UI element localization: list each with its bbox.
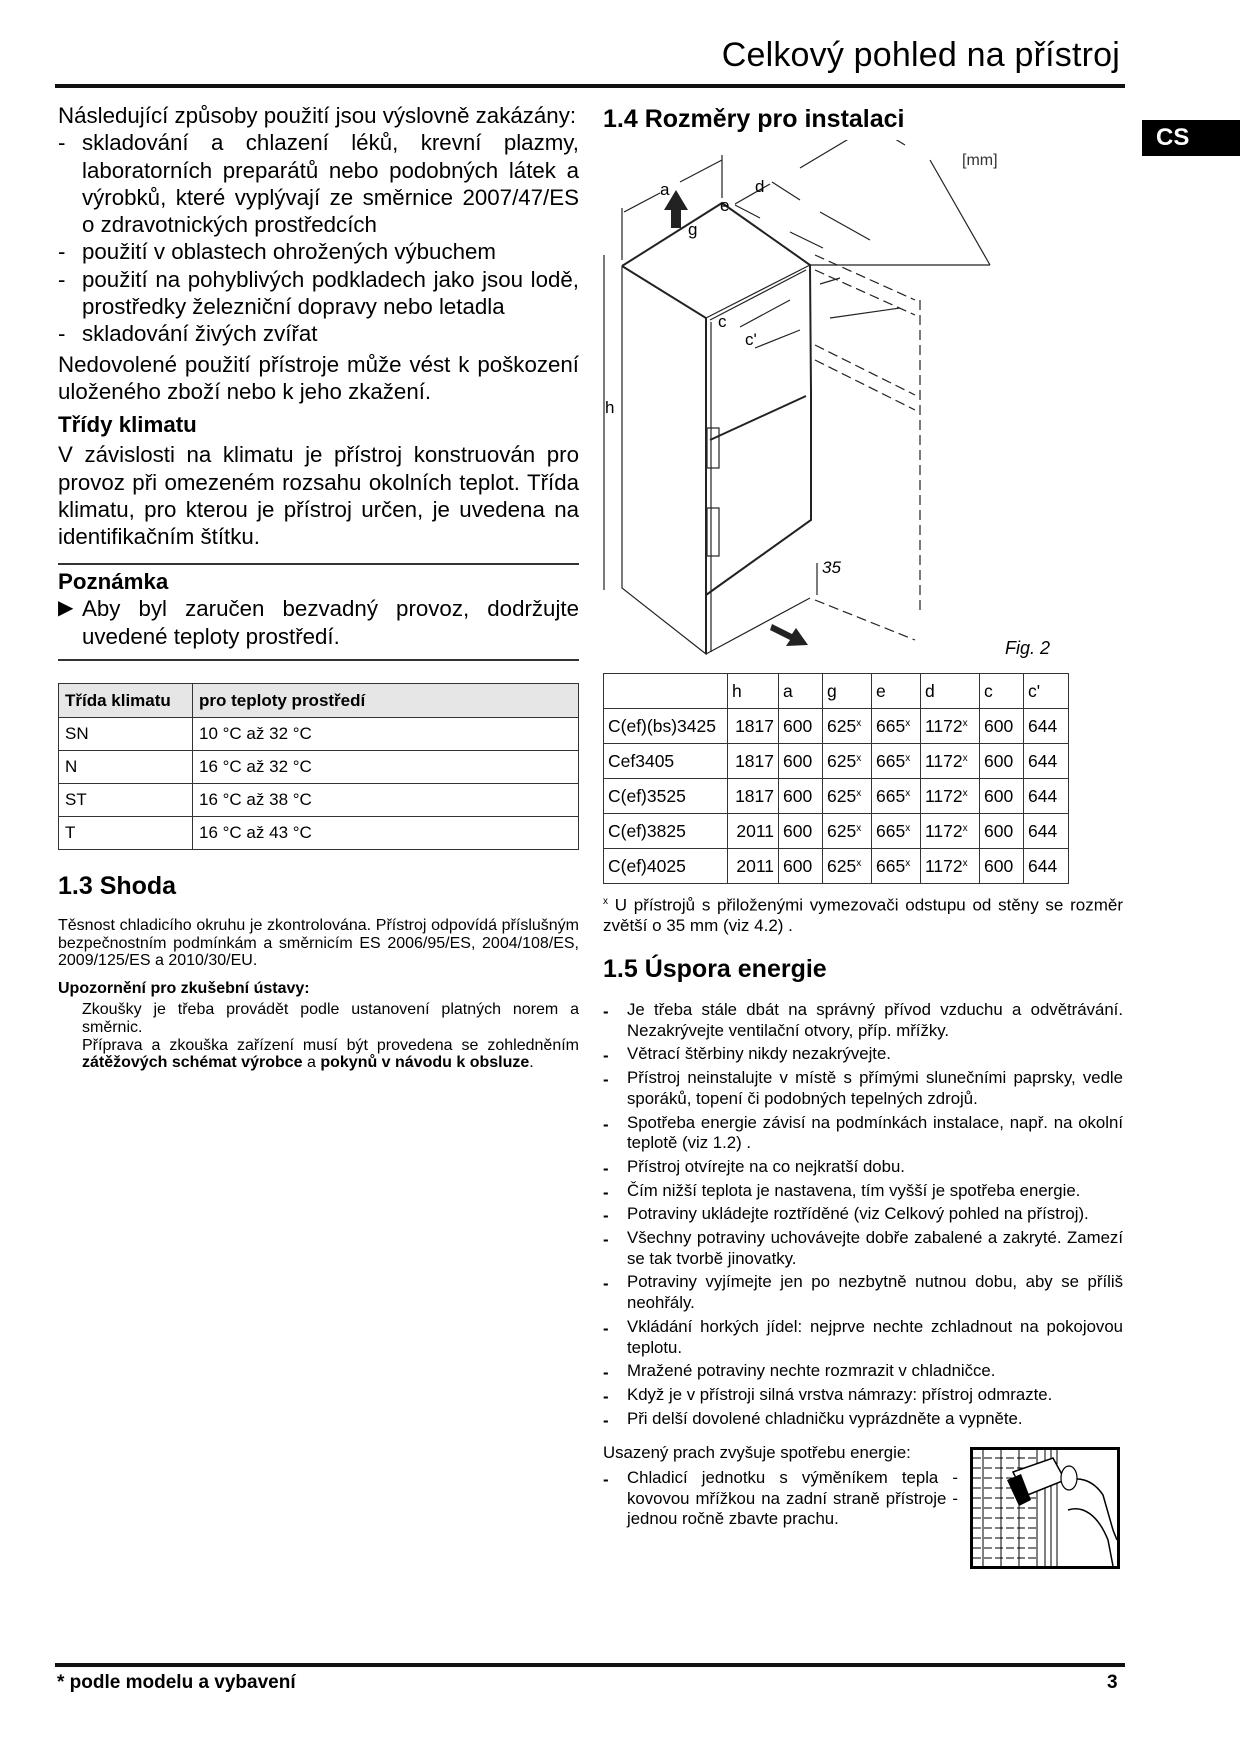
dim-label-d: d [755,177,765,196]
energy-tips-list [603,1000,1123,1429]
dim-label-c: c [718,312,727,331]
dim-label-h: h [605,398,615,417]
table-row: Cef3405 1817 600 625$^x$ 665$^x$ 1172$^x$ 600 644 [604,744,1069,779]
dimensions-footnote: $^x$ U přístrojů s přiloženými vymezovači odstupu od stěny se rozměr zvětší o 35 mm (viz 4.2) . [603,895,1123,935]
list-item: - Čím nižší teplota je nastavena, tím vyšší je spotřeba energie. [603,1180,1081,1202]
testing-paragraph: Příprava a zkouška zařízení musí být provedena se zohledněním zátěžových schémat výrobce a pokynů v návodu k obsluze. [82,1036,579,1072]
energy-tips [603,1000,1123,1432]
footer-note: * podle modelu a vybavení [57,1672,296,1693]
list-item: - použití v oblastech ohrožených výbuchem [58,239,496,265]
dim-label-gap: 35 [822,558,841,577]
climate-class-table [58,683,579,850]
dust-tips [603,1468,958,1533]
footer-divider [55,1663,1125,1667]
list-item: - použití na pohyblivých podkladech jako jsou lodě, prostředky železniční dopravy nebo letadla [58,266,579,320]
list-item: - Chladicí jednotku s výměníkem tepla - kovovou mřížkou na zadní straně přístroje - jednou ročně zbavte prachu. [603,1468,958,1529]
list-item: - Potraviny vyjímejte jen po nezbytně nutnou dobu, aby se příliš neohřály. [603,1272,1123,1313]
column-header: e [872,674,921,709]
climate-heading: Třídy klimatu [58,412,197,438]
page-title: Celkový pohled na přístroj [721,36,1120,74]
table-row: ST 16 °C až 38 °C [59,784,579,817]
column-header: pro teploty prostředí [193,684,579,718]
table-row: C(ef)4025 2011 600 625$^x$ 665$^x$ 1172$^x$ 600 644 [604,849,1069,884]
installation-dimensions-figure [600,140,1120,660]
list-item: - Spotřeba energie závisí na podmínkách instalace, např. na okolní teplotě (viz 1.2) . [603,1112,1123,1153]
testing-paragraph: Zkoušky je třeba provádět podle ustanovení platných norem a směrnic. [82,1001,579,1037]
brush-cleaning-icon [973,1450,1117,1566]
column-header: Třída klimatu [59,684,193,718]
table-row: SN 10 °C až 32 °C [59,718,579,751]
note-heading: Poznámka [58,569,169,595]
dim-label-c-prime: c' [745,330,757,349]
list-item: - Vkládání horkých jídel: nejprve nechte zchladnout na pokojovou teplotu. [603,1316,1123,1357]
list-item: - Větrací štěrbiny nikdy nezakrývejte. [603,1044,891,1066]
list-item: - Když je v přístroji silná vrstva námrazy: přístroj odmrazte. [603,1384,1053,1406]
prohibited-intro: Následující způsoby použití jsou výslovně zakázány: [58,103,577,128]
note-top-rule [58,563,579,565]
figure-caption: Fig. 2 [1005,638,1051,658]
dimensions-heading: 1.4 Rozměry pro instalaci [603,105,905,133]
column-header: d [921,674,980,709]
column-header: a [779,674,823,709]
column-header: c [980,674,1024,709]
header-divider [55,84,1125,88]
triangle-bullet-icon: ▶ [58,597,74,620]
testing-instructions [58,1001,579,1071]
dim-label-e: e [720,196,730,215]
table-header-row [59,684,579,718]
column-header: c' [1024,674,1069,709]
dust-intro: Usazený prach zvyšuje spotřebu energie: [603,1443,911,1462]
note-bottom-rule [58,659,579,661]
list-item: - Při delší dovolené chladničku vyprázdněte a vypněte. [603,1408,1023,1430]
misuse-warning: Nedovolené použití přístroje může vést k poškození uloženého zboží nebo k jeho zkažení. [58,351,579,404]
list-item: - Je třeba stále dbát na správný přívod vzduchu a odvětrávání. Nezakrývejte ventilační otvory, příp. mřížky. [603,1000,1123,1040]
note-item: ▶ Aby byl zaručen bezvadný provoz, dodržujte uvedené teploty prostředí. [58,596,579,649]
conformity-text: Těsnost chladicího okruhu je zkontrolována. Přístroj odpovídá příslušným bezpečnostním podmínkám a směrnicím ES 2006/95/ES, 2004/108/ES, 2009/125/ES a 2010/30/EU. [58,917,579,970]
unit-label: [mm] [962,152,998,169]
table-header-row [604,674,1069,709]
energy-saving-heading: 1.5 Úspora energie [603,955,827,983]
conformity-heading: 1.3 Shoda [58,872,177,901]
list-item: - Všechny potraviny uchovávejte dobře zabalené a zakryté. Zamezí se tak tvorbě jinovatky. [603,1228,1123,1268]
list-item: - Přístroj neinstalujte v místě s přímými slunečními paprsky, vedle sporáků, topení či podobných tepelných zdrojů. [603,1068,1123,1108]
column-header [604,674,728,709]
table-row: C(ef)(bs)3425 1817 600 625$^x$ 665$^x$ 1172$^x$ 600 644 [604,709,1069,744]
list-item: - skladování a chlazení léků, krevní plazmy, laboratorních preparátů nebo podobných látek a výrobků, které vyplývají ze směrnice 2007/47/ES o zdravotnických prostředcích [58,130,579,238]
dust-tips-list [603,1468,958,1530]
left-column [58,102,579,1072]
list-item: - skladování živých zvířat [58,321,318,347]
list-item: - Potraviny ukládejte roztříděné (viz Celkový pohled na přístroj). [603,1204,1089,1226]
list-item: - Mražené potraviny nechte rozmrazit v chladničce. [603,1361,996,1383]
table-row: C(ef)3525 1817 600 625$^x$ 665$^x$ 1172$^x$ 600 644 [604,779,1069,814]
dim-label-g: g [688,220,698,239]
list-item: - Přístroj otvírejte na co nejkratší dobu. [603,1156,905,1178]
cleaning-brush-illustration [970,1447,1120,1569]
prohibited-uses-section [58,102,579,405]
table-row: C(ef)3825 2011 600 625$^x$ 665$^x$ 1172$^x$ 600 644 [604,814,1069,849]
language-tab: CS [1142,120,1240,156]
prohibited-list [58,129,579,347]
climate-text: V závislosti na klimatu je přístroj konstruován pro provoz při omezeném rozsahu okolních teplot. Třída klimatu, pro kterou je přístroj určen, je uvedena na identifikačním štítku. [58,442,579,550]
column-header: h [728,674,779,709]
testing-heading: Upozornění pro zkušební ústavy: [58,979,310,997]
dim-label-a: a [660,180,670,199]
table-row: T 16 °C až 43 °C [59,817,579,850]
fridge-dimension-drawing-icon [600,140,1120,660]
dimensions-table [603,673,1069,884]
column-header: g [823,674,872,709]
page-number: 3 [1107,1672,1118,1693]
table-row: N 16 °C až 32 °C [59,751,579,784]
